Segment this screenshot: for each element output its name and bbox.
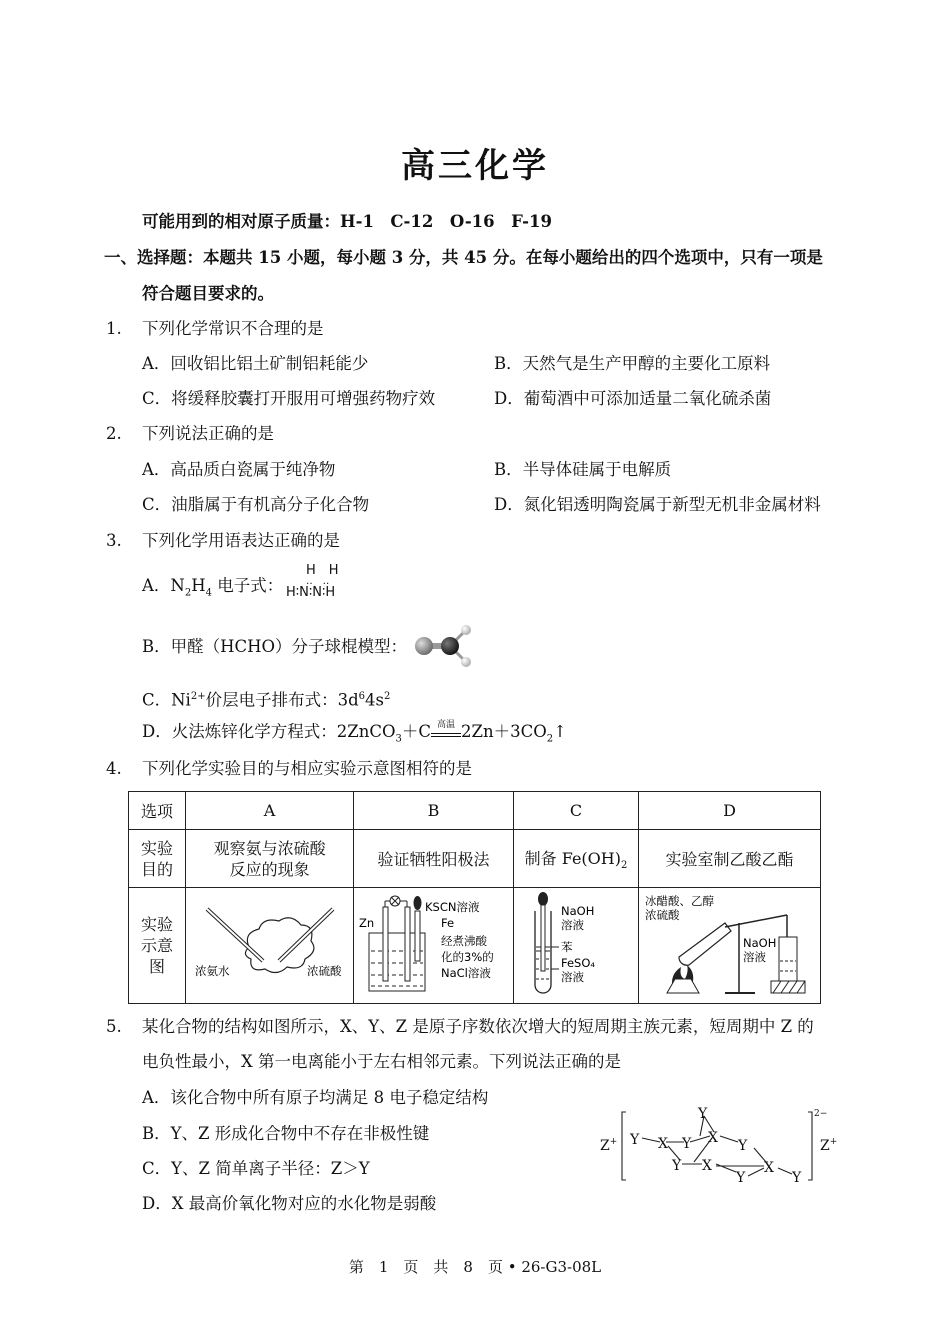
purpose-a: 观察氨与浓硫酸 反应的现象 bbox=[186, 830, 354, 888]
q5-stem-line2: 电负性最小，X 第一电离能小于左右相邻元素。下列说法正确的是 bbox=[142, 1052, 621, 1071]
q4-stem: 下列化学实验目的与相应实验示意图相符的是 bbox=[142, 759, 472, 778]
atom-x: X bbox=[658, 1136, 668, 1152]
q3-stem: 下列化学用语表达正确的是 bbox=[142, 531, 340, 550]
z-cation-right: Z+ bbox=[820, 1137, 838, 1154]
section-header-line1: 一、选择题：本题共 15 小题，每小题 3 分，共 45 分。在每小题给出的四个选项中，只有一项是 bbox=[104, 248, 823, 267]
figure-a-ammonia-acid bbox=[187, 889, 353, 999]
q2-option-a: A．高品质白瓷属于纯净物 bbox=[142, 460, 336, 479]
experiment-table bbox=[128, 791, 821, 1004]
atom-y: Y bbox=[630, 1132, 640, 1148]
atom-y: Y bbox=[792, 1170, 802, 1186]
q5-option-d: D．X 最高价氧化物对应的水化物是弱酸 bbox=[142, 1194, 437, 1213]
label-conc-sulfuric-d: 浓硫酸 bbox=[645, 907, 680, 922]
figure-b-sacrificial-anode bbox=[355, 889, 513, 999]
q1-option-d: D．葡萄酒中可添加适量二氧化硫杀菌 bbox=[494, 389, 772, 408]
figure-c-ferrous-hydroxide bbox=[515, 889, 637, 999]
label-three-percent: 化的3%的 bbox=[440, 949, 494, 964]
label-naoh-d: NaOH bbox=[743, 935, 777, 950]
atom-y: Y bbox=[682, 1136, 692, 1152]
label-conc-sulfuric: 浓硫酸 bbox=[306, 963, 342, 978]
atom-y: Y bbox=[672, 1158, 682, 1174]
page-title: 高三化学 bbox=[401, 146, 549, 186]
q3-option-b: B．甲醛（HCHO）分子球棍模型： bbox=[142, 637, 408, 656]
atom-x: X bbox=[708, 1130, 718, 1146]
label-zn: Zn bbox=[358, 915, 374, 930]
purpose-d: 实验室制乙酸乙酯 bbox=[638, 830, 820, 888]
figure-b-cell bbox=[354, 888, 514, 1004]
header-c: C bbox=[514, 792, 639, 830]
atom-y: Y bbox=[738, 1138, 748, 1154]
compound-structure-diagram bbox=[596, 1102, 846, 1188]
label-fe: Fe bbox=[440, 915, 454, 930]
header-a: A bbox=[186, 792, 354, 830]
q5-option-b: B．Y、Z 形成化合物中不存在非极性键 bbox=[142, 1124, 430, 1143]
header-d: D bbox=[638, 792, 820, 830]
header-option: 选项 bbox=[129, 792, 186, 830]
label-feso4-solution: 溶液 bbox=[561, 969, 584, 984]
q5-number: 5. bbox=[106, 1017, 122, 1036]
figure-d-ethyl-acetate bbox=[639, 889, 819, 999]
label-benzene: 苯 bbox=[561, 939, 573, 954]
section-header-line2: 符合题目要求的。 bbox=[142, 284, 274, 303]
q2-option-d: D．氮化铝透明陶瓷属于新型无机非金属材料 bbox=[494, 495, 821, 514]
q1-stem: 下列化学常识不合理的是 bbox=[142, 319, 324, 338]
q3-option-c: C．$Ni^{2+}$价层电子排布式：$3d^64s^2$ bbox=[142, 690, 391, 710]
label-solution-d: 溶液 bbox=[743, 949, 767, 964]
q3-option-d: D．火法炼锌化学方程式：2ZnCO$_3$＋C 高温 $2Zn+3CO_2↑$ bbox=[142, 720, 567, 745]
reaction-condition: 高温 bbox=[431, 724, 461, 737]
q2-stem: 下列说法正确的是 bbox=[142, 424, 274, 443]
q5-option-c: C．Y、Z 简单离子半径：Z＞Y bbox=[142, 1159, 370, 1178]
label-acid-alcohol: 冰醋酸、乙醇 bbox=[645, 893, 715, 908]
n2h4-electron-formula: H H ‥ ‥ H∶N∶N∶H bbox=[286, 563, 339, 600]
q4-number: 4. bbox=[106, 759, 122, 778]
table-figure-row bbox=[129, 888, 821, 1004]
q5-option-a: A．该化合物中所有原子均满足 8 电子稳定结构 bbox=[142, 1088, 489, 1107]
label-conc-ammonia: 浓氨水 bbox=[194, 963, 230, 978]
q2-option-c: C．油脂属于有机高分子化合物 bbox=[142, 495, 370, 514]
label-kscn: KSCN溶液 bbox=[424, 899, 480, 914]
header-b: B bbox=[354, 792, 514, 830]
anion-charge: 2− bbox=[814, 1109, 828, 1119]
z-cation-left: Z+ bbox=[600, 1137, 618, 1154]
atom-x: X bbox=[702, 1158, 712, 1174]
atom-y: Y bbox=[698, 1106, 708, 1122]
page-footer: 第 1 页 共 8 页 • 26-G3-08L bbox=[348, 1258, 602, 1276]
q3-option-a: A．$N_2H_4$ 电子式： bbox=[142, 576, 284, 599]
table-purpose-row bbox=[129, 830, 821, 888]
label-feso4: FeSO₄ bbox=[561, 955, 596, 970]
q1-number: 1. bbox=[106, 319, 122, 338]
atom-x: X bbox=[764, 1160, 774, 1176]
purpose-label: 实验 目的 bbox=[129, 830, 186, 888]
q5-stem-line1: 某化合物的结构如图所示，X、Y、Z 是原子序数依次增大的短周期主族元素，短周期中 Z 的 bbox=[142, 1017, 814, 1036]
q2-option-b: B．半导体硅属于电解质 bbox=[494, 460, 672, 479]
purpose-b: 验证牺牲阳极法 bbox=[354, 830, 514, 888]
q1-option-b: B．天然气是生产甲醇的主要化工原料 bbox=[494, 354, 771, 373]
formaldehyde-ball-stick-model bbox=[410, 618, 480, 668]
figure-a-cell bbox=[186, 888, 354, 1004]
q1-option-c: C．将缓释胶囊打开服用可增强药物疗效 bbox=[142, 389, 436, 408]
label-naoh-solution: 溶液 bbox=[561, 917, 584, 932]
figure-c-cell bbox=[514, 888, 639, 1004]
figure-label: 实验 示意 图 bbox=[129, 888, 186, 1004]
atom-y: Y bbox=[736, 1170, 746, 1186]
label-boiled-acid: 经煮沸酸 bbox=[440, 933, 487, 948]
table-header-row bbox=[129, 792, 821, 830]
label-naoh: NaOH bbox=[561, 903, 595, 918]
purpose-c: 制备 $Fe(OH)_2$ bbox=[514, 830, 639, 888]
q2-number: 2. bbox=[106, 424, 122, 443]
atomic-masses: 可能用到的相对原子质量：H-1 C-12 O-16 F-19 bbox=[142, 212, 552, 231]
label-nacl: NaCl溶液 bbox=[440, 965, 491, 980]
q3-number: 3. bbox=[106, 531, 122, 550]
q1-option-a: A．回收铝比铝土矿制铝耗能少 bbox=[142, 354, 369, 373]
figure-d-cell bbox=[638, 888, 820, 1004]
